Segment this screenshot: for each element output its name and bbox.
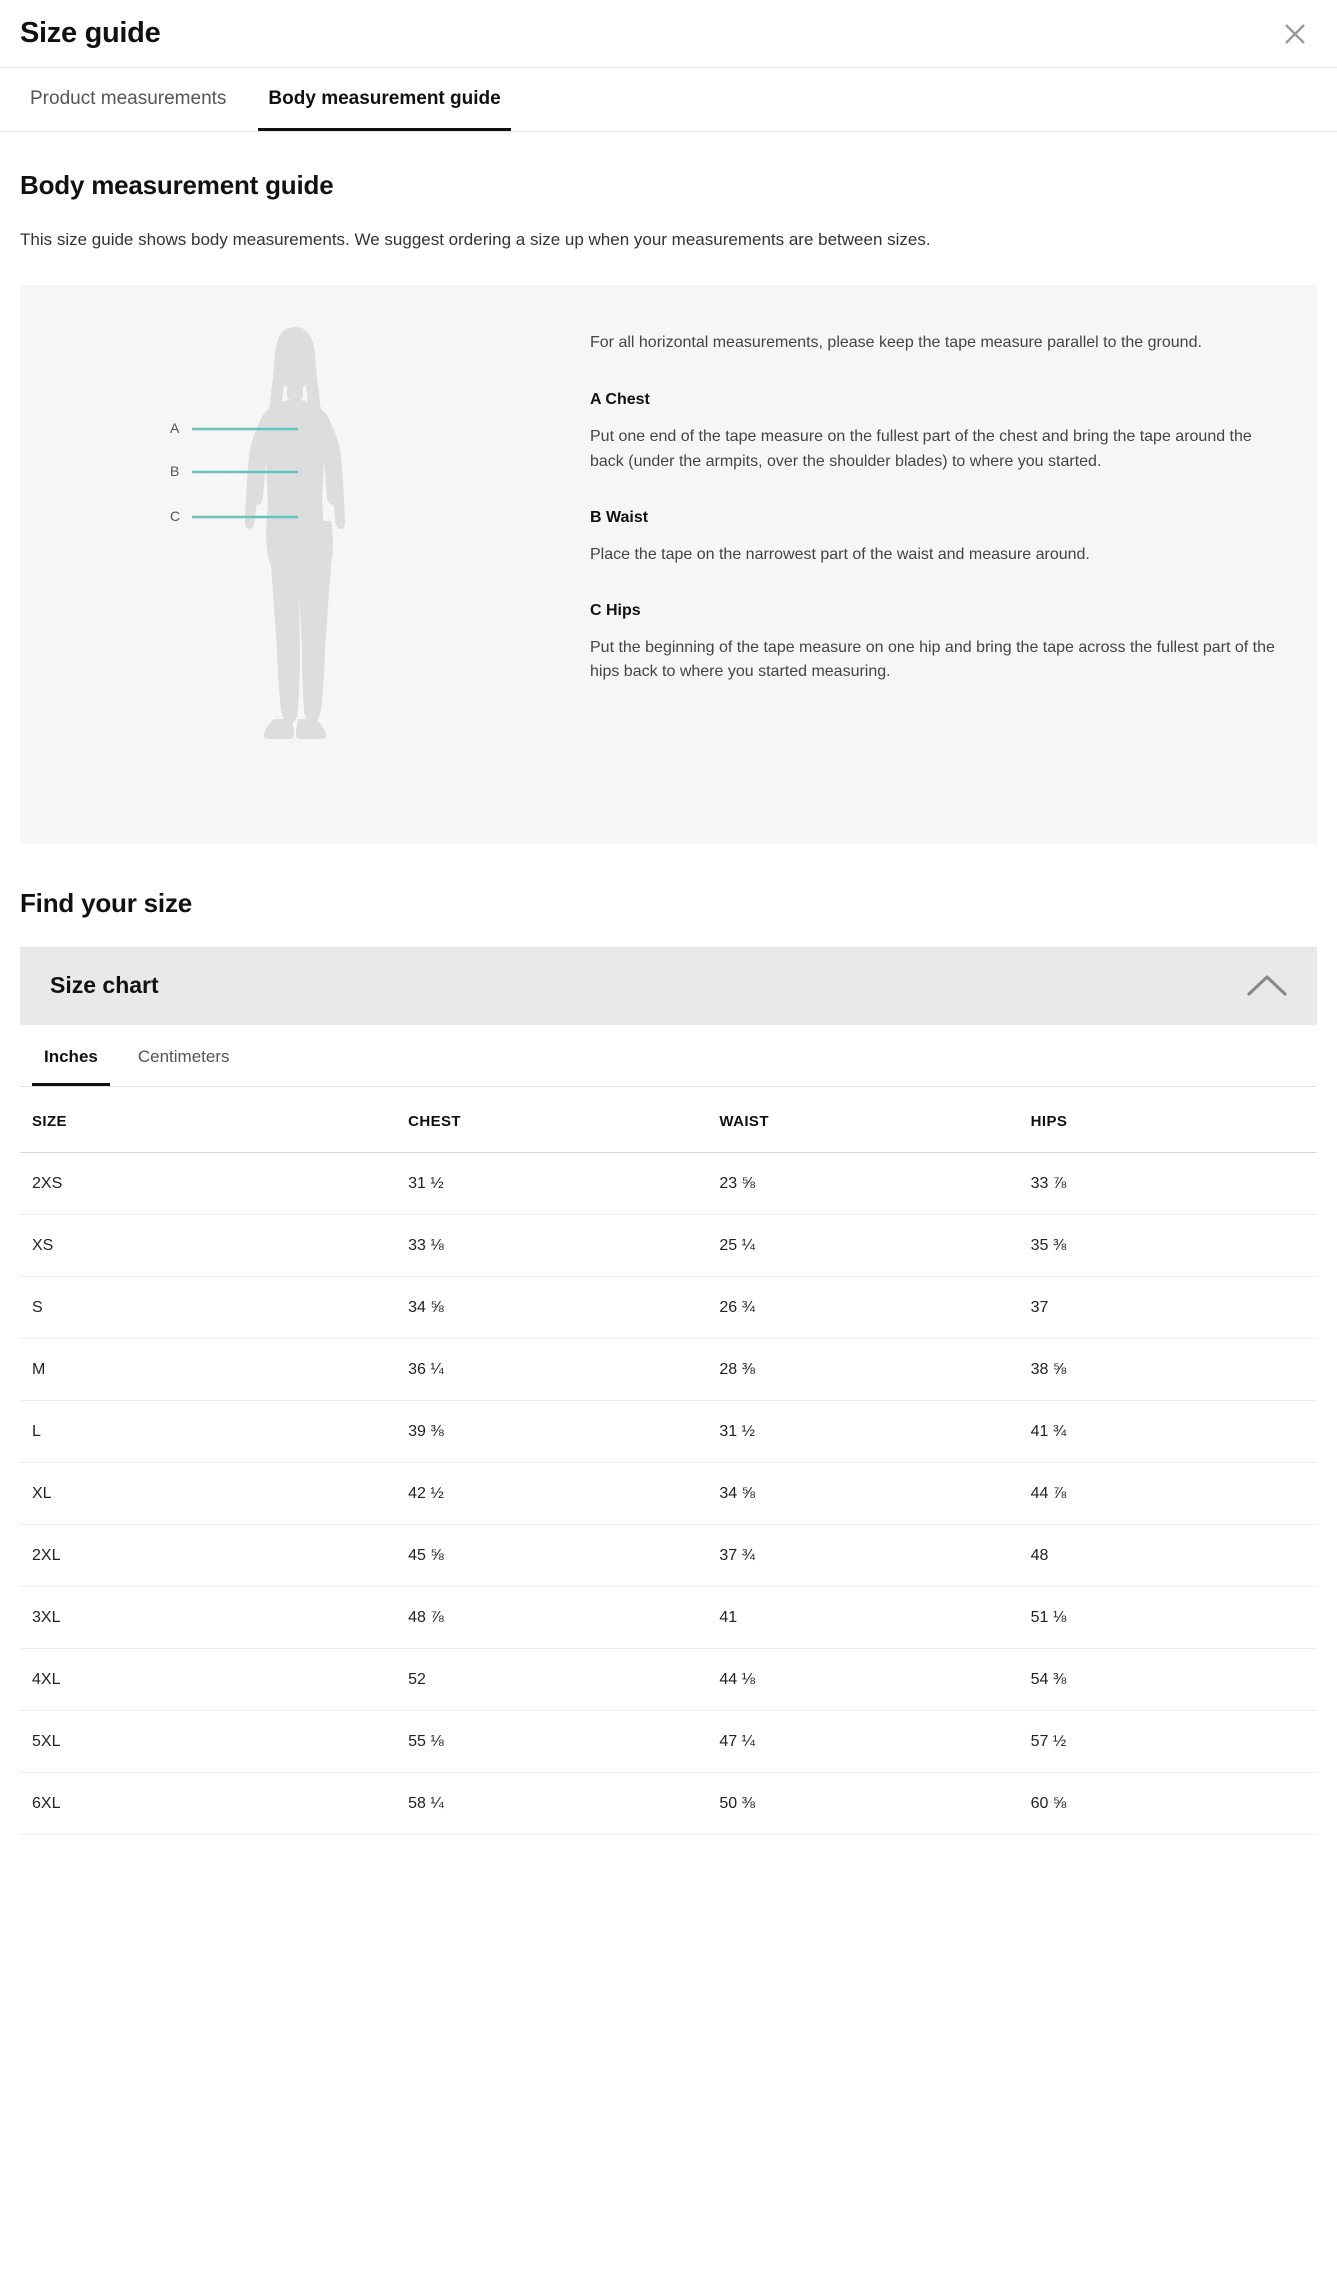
cell-chest: 33 ⅛ — [396, 1214, 707, 1276]
cell-chest: 58 ¼ — [396, 1772, 707, 1834]
column-header-size: SIZE — [20, 1087, 396, 1153]
body-measurement-panel — [20, 285, 1317, 844]
cell-size: XS — [20, 1214, 396, 1276]
main-content — [0, 170, 1337, 1835]
size-chart-title: Size chart — [50, 972, 159, 998]
cell-size: 6XL — [20, 1772, 396, 1834]
cell-waist: 25 ¼ — [707, 1214, 1018, 1276]
size-chart-accordion — [20, 947, 1317, 1835]
cell-waist: 47 ¼ — [707, 1710, 1018, 1772]
cell-size: 5XL — [20, 1710, 396, 1772]
cell-waist: 34 ⅝ — [707, 1462, 1018, 1524]
cell-chest: 31 ½ — [396, 1152, 707, 1214]
cell-chest: 48 ⅞ — [396, 1586, 707, 1648]
cell-waist: 26 ¾ — [707, 1276, 1018, 1338]
size-chart-accordion-header[interactable] — [20, 947, 1317, 1025]
cell-waist: 50 ⅜ — [707, 1772, 1018, 1834]
figure-column — [50, 325, 590, 800]
cell-size: L — [20, 1400, 396, 1462]
guide-item-hips — [590, 602, 1287, 686]
cell-chest: 42 ½ — [396, 1462, 707, 1524]
guide-item-title: A Chest — [590, 391, 650, 409]
guide-item-body: Put one end of the tape measure on the fullest part of the chest and bring the tape around the back (under the armpits, over the shoulder blades) to where you started. — [590, 428, 1252, 471]
cell-size: XL — [20, 1462, 396, 1524]
figure-dash-a — [192, 429, 250, 430]
guide-item-body: Put the beginning of the tape measure on one hip and bring the tape across the fullest part of the hips back to where you started measuring. — [590, 638, 1275, 681]
cell-hips: 41 ¾ — [1019, 1400, 1317, 1462]
cell-hips: 48 — [1019, 1524, 1317, 1586]
cell-size: 2XL — [20, 1524, 396, 1586]
unit-tabs — [20, 1025, 1317, 1087]
tab-product-measurements[interactable]: Product measurements — [30, 88, 227, 109]
cell-hips: 35 ⅜ — [1019, 1214, 1317, 1276]
column-header-hips: HIPS — [1019, 1087, 1317, 1153]
size-chart-table-body — [20, 1152, 1317, 1834]
table-row — [20, 1338, 1317, 1400]
size-chart-table — [20, 1087, 1317, 1835]
cell-waist: 37 ¾ — [707, 1524, 1018, 1586]
figure-dash-b — [192, 472, 250, 473]
cell-size: M — [20, 1338, 396, 1400]
cell-hips: 57 ½ — [1019, 1710, 1317, 1772]
cell-waist: 31 ½ — [707, 1400, 1018, 1462]
cell-hips: 37 — [1019, 1276, 1317, 1338]
guide-tabs — [0, 68, 1337, 132]
table-header-row — [20, 1087, 1317, 1153]
cell-hips: 38 ⅝ — [1019, 1338, 1317, 1400]
cell-chest: 45 ⅝ — [396, 1524, 707, 1586]
table-row — [20, 1710, 1317, 1772]
cell-hips: 33 ⅞ — [1019, 1152, 1317, 1214]
chevron-up-icon[interactable] — [1245, 972, 1289, 1000]
cell-hips: 60 ⅝ — [1019, 1772, 1317, 1834]
close-icon — [1281, 20, 1309, 48]
figure-label-a: A — [170, 419, 180, 436]
table-row — [20, 1152, 1317, 1214]
cell-chest: 39 ⅜ — [396, 1400, 707, 1462]
cell-size: S — [20, 1276, 396, 1338]
cell-size: 4XL — [20, 1648, 396, 1710]
column-header-waist: WAIST — [707, 1087, 1018, 1153]
table-row — [20, 1772, 1317, 1834]
tab-centimeters[interactable]: Centimeters — [137, 1046, 230, 1066]
tab-inches[interactable]: Inches — [32, 1047, 110, 1086]
cell-hips: 44 ⅞ — [1019, 1462, 1317, 1524]
table-row — [20, 1400, 1317, 1462]
body-figure — [170, 325, 430, 800]
figure-label-c: C — [170, 507, 181, 524]
guide-item-title: B Waist — [590, 508, 649, 526]
cell-chest: 36 ¼ — [396, 1338, 707, 1400]
modal-header — [0, 0, 1337, 68]
page-title: Size guide — [20, 17, 161, 49]
tab-body-measurement-guide[interactable]: Body measurement guide — [258, 88, 510, 131]
table-row — [20, 1462, 1317, 1524]
cell-chest: 34 ⅝ — [396, 1276, 707, 1338]
figure-dash-c — [192, 517, 250, 518]
guide-item-waist — [590, 509, 1287, 568]
close-button[interactable] — [1275, 14, 1315, 54]
figure-label-b: B — [170, 462, 180, 479]
guide-intro-text: For all horizontal measurements, please keep the tape measure parallel to the ground. — [590, 333, 1202, 351]
cell-hips: 54 ⅜ — [1019, 1648, 1317, 1710]
table-row — [20, 1214, 1317, 1276]
cell-chest: 52 — [396, 1648, 707, 1710]
table-row — [20, 1524, 1317, 1586]
table-row — [20, 1648, 1317, 1710]
cell-size: 2XS — [20, 1152, 396, 1214]
female-body-figure-icon — [170, 325, 430, 795]
table-row — [20, 1586, 1317, 1648]
cell-waist: 28 ⅜ — [707, 1338, 1018, 1400]
guide-text-column — [590, 325, 1287, 800]
guide-item-body: Place the tape on the narrowest part of the waist and measure around. — [590, 545, 1090, 563]
cell-chest: 55 ⅛ — [396, 1710, 707, 1772]
cell-size: 3XL — [20, 1586, 396, 1648]
section-description: This size guide shows body measurements. We suggest ordering a size up when your measurements are between sizes. — [20, 230, 931, 249]
guide-item-chest — [590, 391, 1287, 475]
cell-waist: 44 ⅛ — [707, 1648, 1018, 1710]
cell-waist: 23 ⅝ — [707, 1152, 1018, 1214]
section-title: Body measurement guide — [20, 170, 334, 200]
guide-item-title: C Hips — [590, 601, 641, 619]
cell-waist: 41 — [707, 1586, 1018, 1648]
column-header-chest: CHEST — [396, 1087, 707, 1153]
cell-hips: 51 ⅛ — [1019, 1586, 1317, 1648]
table-row — [20, 1276, 1317, 1338]
find-your-size-title: Find your size — [20, 887, 193, 918]
